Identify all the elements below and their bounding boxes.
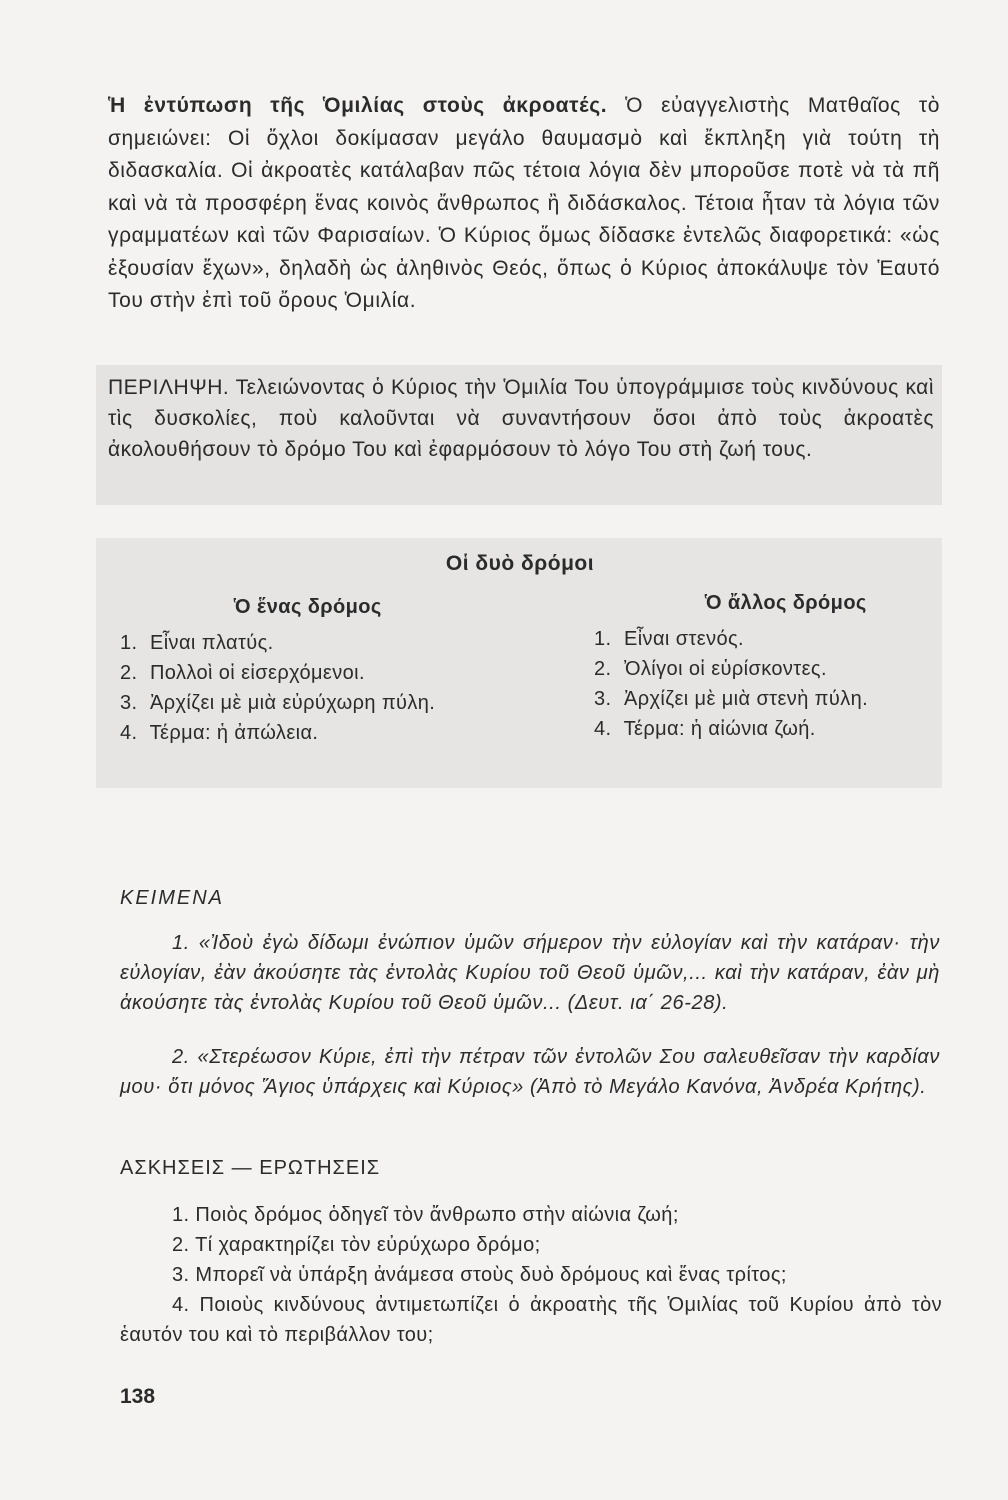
- exercises-heading: ΑΣΚΗΣΕΙΣ — ΕΡΩΤΗΣΕΙΣ: [120, 1157, 381, 1179]
- list-item: 3. Μπορεῖ νὰ ὑπάρξη ἀνάμεσα στοὺς δυὸ δρόμους καὶ ἕνας τρίτος;: [172, 1264, 787, 1286]
- list-item: 3. Ἀρχίζει μὲ μιὰ εὐρύχωρη πύλη.: [120, 692, 436, 714]
- list-item: 2. Ὀλίγοι οἱ εὑρίσκοντες.: [594, 658, 827, 680]
- list-item: 4. Ποιοὺς κινδύνους ἀντιμετωπίζει ὁ ἀκροατὴς τῆς Ὁμιλίας τοῦ Κυρίου ἀπὸ τὸν ἑαυτόν του καὶ τὸ περιβάλλον του;: [120, 1294, 942, 1346]
- quote-great-canon: 2. «Στερέωσον Κύριε, ἐπὶ τὴν πέτραν τῶν ἐντολῶν Σου σαλευθεῖσαν τὴν καρδίαν μου· ὅτι μόνος Ἅγιος ὑπάρχεις καὶ Κύριος» (Ἀπὸ τὸ Μεγάλο Κανόνα, Ἀνδρέα Κρήτης).: [120, 1046, 940, 1098]
- two-ways-title: Οἱ δυὸ δρόμοι: [445, 552, 595, 575]
- first-way-list: [120, 628, 520, 748]
- list-item: 2. Πολλοὶ οἱ εἰσερχόμενοι.: [120, 662, 365, 684]
- list-item: 3. Ἀρχίζει μὲ μιὰ στενὴ πύλη.: [594, 688, 869, 710]
- exercises-list: [120, 1200, 942, 1350]
- page-number: 138: [120, 1385, 156, 1408]
- list-item: 2. Τί χαρακτηρίζει τὸν εὐρύχωρο δρόμο;: [172, 1234, 541, 1256]
- list-item: 1. Εἶναι πλατύς.: [120, 632, 274, 654]
- texts-heading: ΚΕΙΜΕΝΑ: [120, 887, 225, 909]
- list-item: 1. Ποιὸς δρόμος ὁδηγεῖ τὸν ἄνθρωπο στὴν αἰώνια ζωή;: [172, 1204, 679, 1226]
- first-way-title: Ὁ ἕνας δρόμος: [234, 596, 382, 618]
- other-way-list: [594, 624, 924, 744]
- intro-lead: Ἡ ἐντύπωση τῆς Ὁμιλίας στοὺς ἀκροατές.: [108, 94, 608, 117]
- quote-deuteronomy: 1. «Ἰδοὺ ἐγὼ δίδωμι ἐνώπιον ὑμῶν σήμερον τὴν εὐλογίαν καὶ τὴν κατάραν· τὴν εὐλογίαν, ἐὰν ἀκούσητε τὰς ἐντολὰς Κυρίου τοῦ Θεοῦ ὑμῶν,... καὶ τὴν κατάραν, ἐὰν μὴ ἀκούσητε τὰς ἐντολὰς Κυρίου τοῦ Θεοῦ ὑμῶν... (Δευτ. ια΄ 26-28).: [120, 932, 940, 1014]
- list-item: 4. Τέρμα: ἡ αἰώνια ζωή.: [594, 718, 816, 740]
- other-way-title: Ὁ ἄλλος δρόμος: [705, 592, 867, 614]
- list-item: 4. Τέρμα: ἡ ἀπώλεια.: [120, 722, 319, 744]
- intro-body: Ὁ εὐαγγελιστὴς Ματθαῖος τὸ σημειώνει: Οἱ ὄχλοι δοκίμασαν μεγάλο θαυμασμὸ καὶ ἔκπληξη γιὰ τούτη τὴ διδασκαλία. Οἱ ἀκροατὲς κατάλαβαν πῶς τέτοια λόγια δὲν μποροῦσε ποτὲ νὰ τὰ πῆ καὶ νὰ τὰ προσφέρη ἕνας κοινὸς ἄνθρωπος ἢ διδάσκαλος. Τέτοια ἦταν τὰ λόγια τῶν γραμματέων καὶ τῶν Φαρισαίων. Ὁ Κύριος ὅμως δίδασκε ἐντελῶς διαφορετικά: «ὡς ἐξουσίαν ἔχων», δηλαδὴ ὡς ἀληθινὸς Θεός, ὅπως ὁ Κύριος ἀποκάλυψε τὸν Ἑαυτό Του στὴν ἐπὶ τοῦ ὄρους Ὁμιλία.: [108, 94, 940, 312]
- intro-paragraph: [108, 90, 940, 318]
- list-item: 1. Εἶναι στενός.: [594, 628, 744, 650]
- summary-paragraph: ΠΕΡΙΛΗΨΗ. Τελειώνοντας ὁ Κύριος τὴν Ὁμιλία Του ὑπογράμμισε τοὺς κινδύνους καὶ τὶς δυσκολίες, ποὺ καλοῦνται νὰ συναντήσουν ὅσοι ἀπὸ τοὺς ἀκροατὲς ἀκολουθήσουν τὸ δρόμο Του καὶ ἐφαρμόσουν τὸ λόγο Του στὴ ζωή τους.: [108, 376, 934, 461]
